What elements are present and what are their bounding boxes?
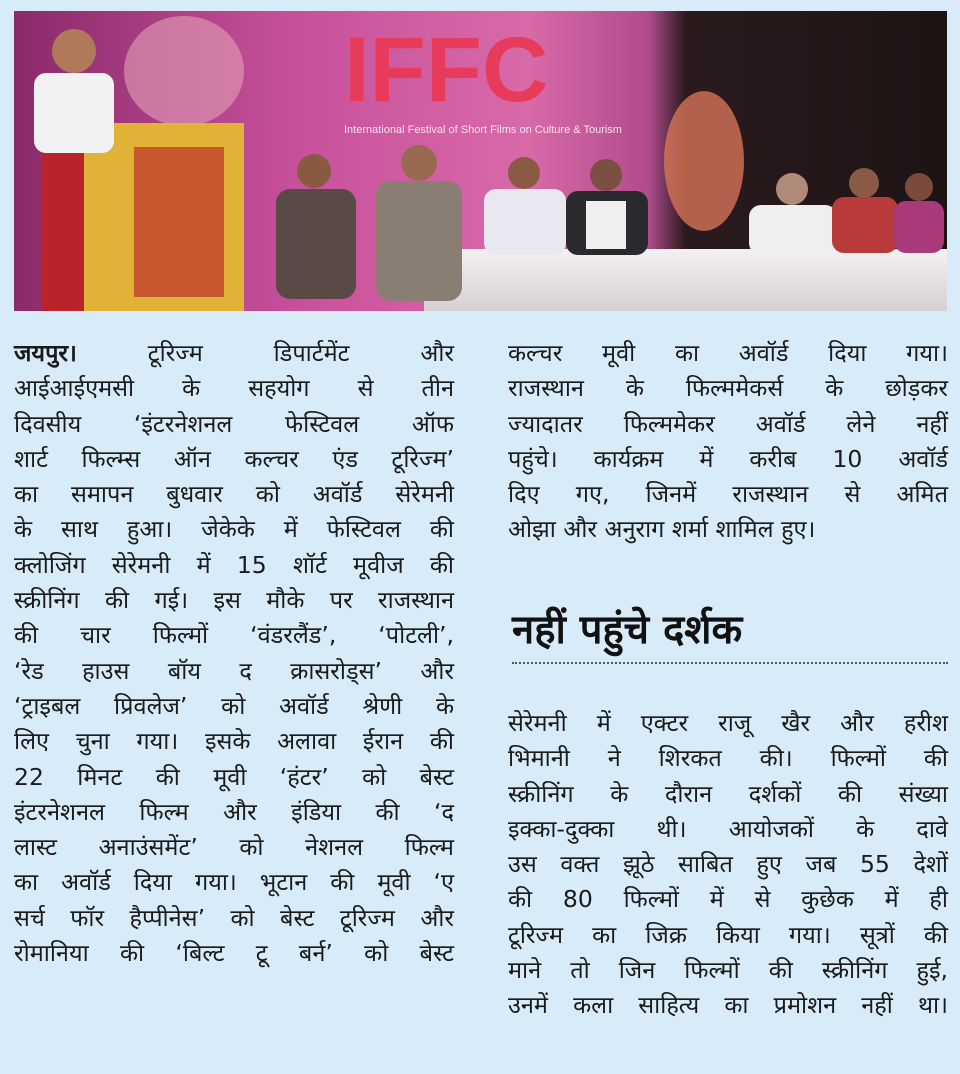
backdrop-artwork-right [664,91,744,231]
speaker-head [52,29,96,73]
article-line: इंटरनेशनल फिल्म और इंडिया की ‘द [14,797,454,826]
article-line: पहुंचे। कार्यक्रम में करीब 10 अवॉर्ड [508,444,948,473]
article-line: राजस्थान के फिल्ममेकर्स के छोड़कर [508,374,948,403]
article-line: आईआईएमसी के सहयोग से तीन [14,374,454,403]
article-column-left [14,336,454,971]
article-line: ओझा और अनुराग शर्मा शामिल हुए। [508,515,816,544]
speaker-body [34,73,114,153]
backdrop-artwork-left [124,16,244,126]
article-line: ‘ट्राइबल प्रिवलेज’ को अवॉर्ड श्रेणी के [14,691,454,720]
article-line: रोमानिया की ‘बिल्ट टू बर्न’ को बेस्ट [14,939,454,968]
article-line: कल्चर मूवी का अवॉर्ड दिया गया। [508,339,948,367]
article-line: भिमानी ने शिरकत की। फिल्मों की [508,744,948,773]
stage-photo-illustration [14,11,947,311]
article-line: क्लोजिंग सेरेमनी में 15 शॉर्ट मूवीज की [14,550,454,579]
article-line: लास्ट अनाउंसमेंट’ को नेशनल फिल्म [14,833,454,862]
article-line-text: टूरिज्म डिपार्टमेंट और [76,339,454,367]
article-line: के साथ हुआ। जेकेके में फेस्टिवल की [14,515,454,544]
article-line: दिवसीय ‘इंटरनेशनल फेस्टिवल ऑफ [14,409,454,438]
article-line: सेरेमनी में एक्टर राजू खैर और हरीश [508,709,948,737]
subheading-divider [512,662,948,664]
article-line: का समापन बुधवार को अवॉर्ड सेरेमनी [14,480,454,509]
article-line: माने तो जिन फिल्मों की स्क्रीनिंग हुई, [508,956,948,985]
banner-logo-iffc: IFFC [344,19,549,121]
article-line: इक्का-दुक्का थी। आयोजकों के दावे [508,814,948,843]
event-photo [14,11,947,311]
article-line: लिए चुना गया। इसके अलावा ईरान की [14,727,454,756]
article-line: स्क्रीनिंग के दौरान दर्शकों की संख्या [508,779,948,808]
article-line: टूरिज्म का जिक्र किया गया। सूत्रों की [508,920,948,949]
article-line: शार्ट फिल्म्स ऑन कल्चर एंड टूरिज्म’ [14,444,454,473]
article-line [14,336,454,371]
article-line: ‘रेड हाउस बॉय द क्रासरोड्स’ और [14,656,454,685]
article-line: स्क्रीनिंग की गई। इस मौके पर राजस्थान [14,586,454,615]
dateline: जयपुर। [14,339,77,367]
banner-subtitle: International Festival of Short Films on Culture & Tourism [344,124,622,136]
article-line: दिए गए, जिनमें राजस्थान से अमित [508,480,948,509]
article-line: 22 मिनट की मूवी ‘हंटर’ को बेस्ट [14,762,454,791]
podium-deity-panel [134,147,224,297]
subheading: नहीं पहुंचे दर्शक [512,607,743,653]
article-line: सर्च फॉर हैप्पीनेस’ को बेस्ट टूरिज्म और [14,903,454,932]
article-line: ज्यादातर फिल्ममेकर अवॉर्ड लेने नहीं [508,409,948,438]
article-line: का अवॉर्ड दिया गया। भूटान की मूवी ‘ए [14,868,454,897]
article-line: उनमें कला साहित्य का प्रमोशन नहीं था। [508,991,948,1020]
article-line: की चार फिल्मों ‘वंडरलैंड’, ‘पोटली’, [14,621,454,650]
article-column-right-lower [508,706,948,1024]
stage-table [424,249,947,311]
article-line: की 80 फिल्मों में से कुछेक में ही [508,885,948,914]
article-line: उस वक्त झूठे साबित हुए जब 55 देशों [508,850,948,879]
article-column-right [508,336,948,548]
